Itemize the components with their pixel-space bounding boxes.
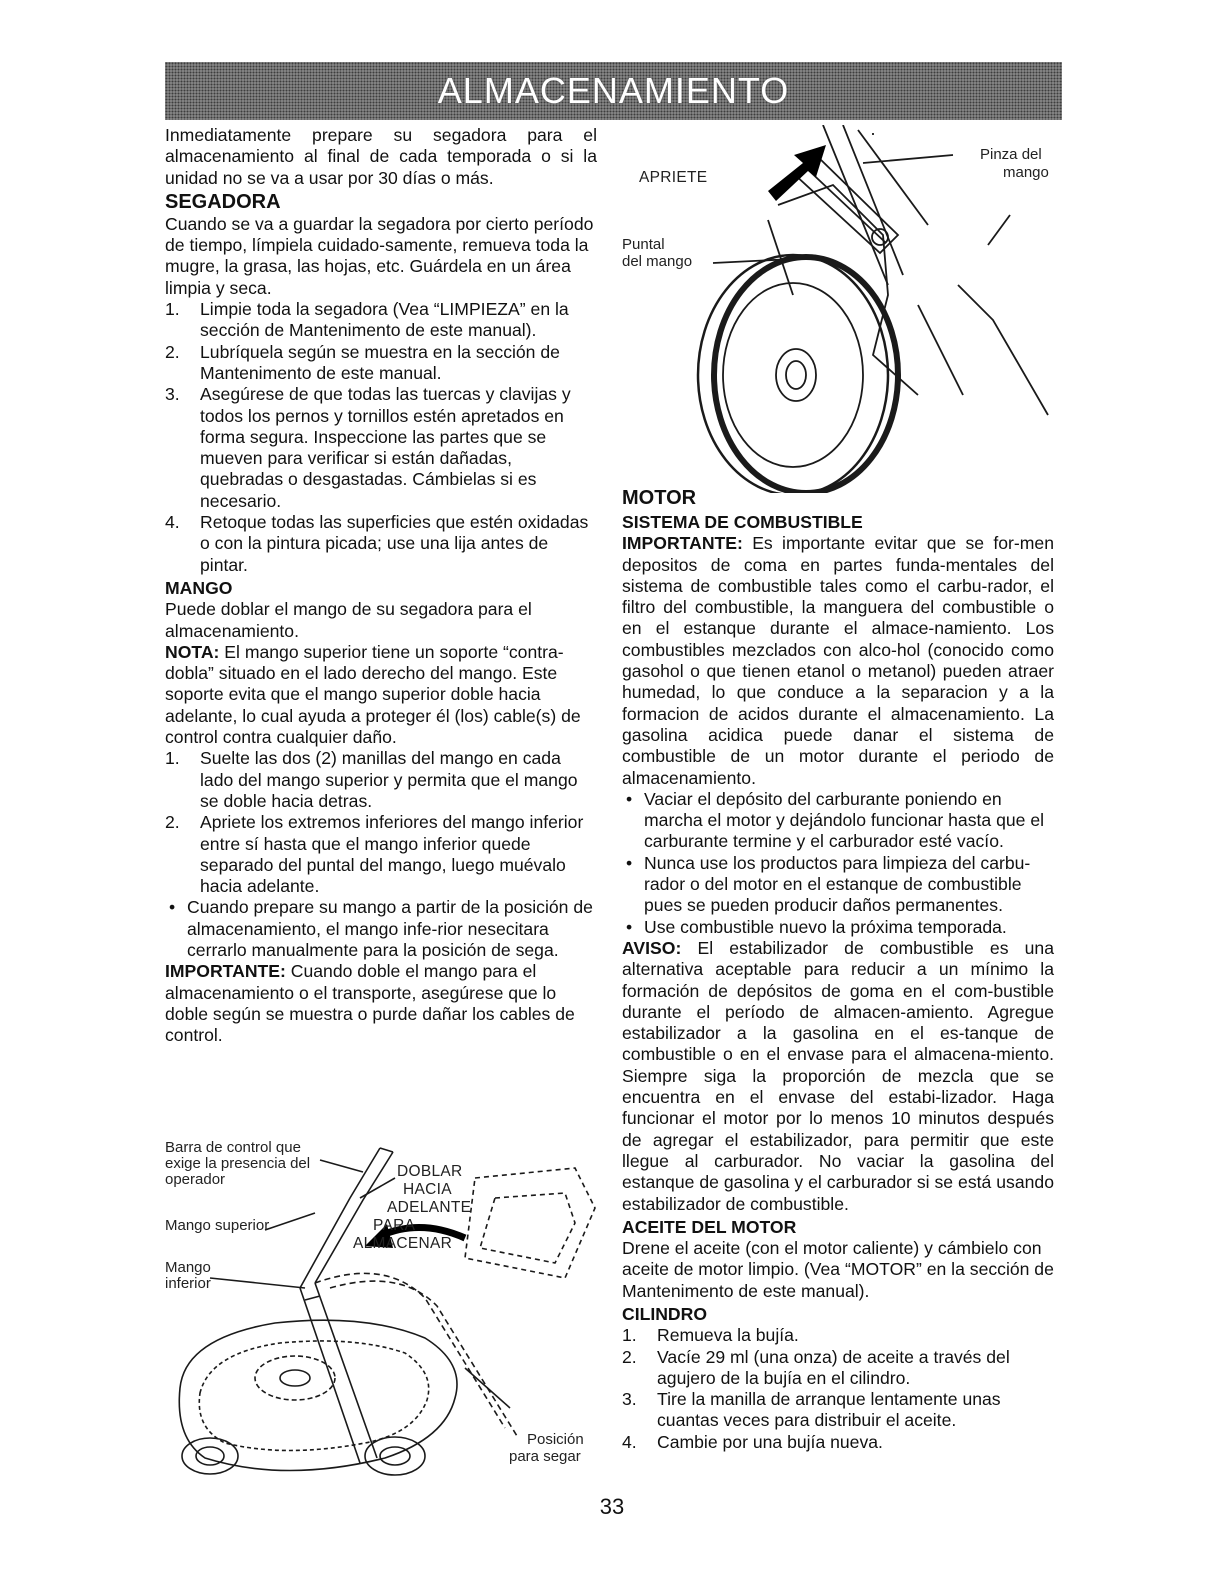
bullet-mark: • [169,897,176,918]
step-text: Suelte las dos (2) manillas del mango en cada lado del mango superior y permita que el mango se doble hacia detras. [200,748,578,811]
nota-label: NOTA: [165,641,220,662]
combustible-bullets [622,789,1054,938]
heading-mango: MANGO [165,577,233,598]
label-apriete: APRIETE [639,169,708,186]
label-pinza-2: mango [1003,164,1049,181]
list-item [622,1325,1054,1346]
label-puntal-1: Puntal [622,236,665,253]
aceite-paragraph: Drene el aceite (con el motor caliente) y cámbielo con aceite de motor limpio. (Vea “MOTOR” en la sección de Mantenimento de este manual). [622,1238,1054,1301]
segadora-steps [165,299,597,576]
list-item [165,897,597,961]
list-item [165,342,597,385]
step-number: 1. [165,748,180,769]
list-item [165,299,597,342]
label-barra-control-3: operador [165,1171,226,1188]
label-doblar-4: PARA [373,1217,416,1234]
step-number: 2. [165,341,180,362]
label-mango-superior: Mango superior [165,1217,270,1234]
list-item [622,1389,1054,1432]
section-title: ALMACENAMIENTO [437,70,790,111]
importante-paragraph [165,961,597,1046]
importante-text: Es importante evitar que se for-men depositos de coma en partes funda-mentales del sistema de combustible tales como el carbu-rador, el filtro del combustible, la manguera del combustible o en el estanque durante el almace-namiento. Los combustibles mezclados con alco-hol (conocido como gasohol o que tienen etanol o metanol) pueden atraer humedad, lo que conduce a la separacion y a la formacion de acidos durante el almacenamiento. La gasolina acidica puede danar el sistema de combustible de un motor durante el periodo de almacenamiento. [622,533,1054,788]
bullet-mark: • [626,852,633,873]
step-text: Retoque todas las superficies que estén oxidadas o con la pintura picada; use una lija antes de pintar. [200,512,589,575]
importante-label: IMPORTANTE: [165,961,286,982]
aviso-label: AVISO: [622,937,682,958]
step-text: Vacíe 29 ml (una onza) de aceite a través del agujero de la bujía en el cilindro. [657,1346,1010,1388]
label-mango-inferior-2: inferior [165,1275,211,1292]
importante-label: IMPORTANTE: [622,533,743,554]
step-text: Apriete los extremos inferiores del mango inferior entre sí hasta que el mango inferior quede separado del puntal del mango, luego muévalo hacia adelante. [200,812,584,897]
bullet-mark: • [626,788,633,809]
heading-sistema-combustible: SISTEMA DE COMBUSTIBLE [622,512,863,532]
mango-bullets [165,897,597,961]
label-barra-control-2: exige la presencia del [165,1155,311,1172]
label-doblar-5: ALMACENAR [353,1235,453,1252]
step-number: 3. [622,1389,637,1410]
bullet-text: Cuando prepare su mango a partir de la posición de almacenamiento, el mango infe-rior nesecitara cerrarlo manualmente para la posición de sega. [187,897,593,960]
list-item [622,1432,1054,1453]
step-number: 2. [622,1346,637,1367]
nota-paragraph [165,642,597,748]
cilindro-steps [622,1325,1054,1453]
page-number: 33 [599,1494,625,1519]
intro-paragraph: Inmediatamente prepare su segadora para el almacenamiento al final de cada temporada o si la unidad no se va a usar por 30 días o más. [165,125,597,188]
importante-text: Cuando doble el mango para el almacenamiento o el transporte, asegúrese que lo doble según se muestra o purde dañar los cables de control. [165,961,575,1046]
label-pinza-1: Pinza del [980,146,1042,163]
figure-handle-clamp [618,125,1058,493]
heading-cilindro: CILINDRO [622,1303,708,1324]
list-item [622,1347,1054,1390]
mango-paragraph: Puede doblar el mango de su segadora para el almacenamiento. [165,599,532,641]
label-posicion-2: para segar [509,1448,581,1465]
mango-steps [165,748,597,897]
step-number: 4. [165,512,180,533]
heading-motor: MOTOR [622,487,697,509]
section-banner [165,62,1062,120]
step-text: Tire la manilla de arranque lentamente unas cuantas veces para distribuir el aceite. [657,1389,1001,1431]
heading-aceite-motor: ACEITE DEL MOTOR [622,1216,797,1237]
bullet-text: Vaciar el depósito del carburante poniendo en marcha el motor y dejándolo funcionar hasta que el carburante termine y el carburador esté vacío. [644,788,1045,852]
list-item [622,917,1054,938]
combustible-importante-paragraph [622,533,1054,789]
heading-segadora: SEGADORA [165,190,281,213]
label-doblar-1: DOBLAR [397,1163,463,1180]
label-posicion-1: Posición [527,1431,584,1448]
step-text: Lubríquela según se muestra en la sección de Mantenimento de este manual. [200,341,560,383]
step-number: 1. [622,1325,637,1346]
list-item [622,789,1054,853]
right-column [622,485,1054,1453]
list-item [165,748,597,812]
bullet-text: Use combustible nuevo la próxima temporada. [644,916,1007,937]
label-mango-inferior-1: Mango [165,1259,211,1276]
step-text: Asegúrese de que todas las tuercas y clavijas y todos los pernos y tornillos estén apretados en forma segura. Inspeccione las partes que se mueven para verificar si están dañadas, quebradas o desgastadas. Cámbielas si es necesario. [200,384,571,511]
left-column [165,125,597,1046]
step-number: 3. [165,384,180,405]
list-item [165,512,597,576]
step-text: Remueva la bujía. [657,1325,799,1346]
step-number: 1. [165,299,180,320]
label-doblar-3: ADELANTE [387,1199,472,1216]
list-item [165,812,597,897]
nota-text: El mango superior tiene un soporte “contra-dobla” situado en el lado derecho del mango. Este soporte evita que el mango superior doble hacia adelante, lo cual ayuda a proteger él (los) cable(s) de control contra cualquier daño. [165,641,581,748]
step-text: Cambie por una bujía nueva. [657,1431,883,1452]
aviso-text: El estabilizador de combustible es una alternativa aceptable para reducir a un mínimo la formación de depósitos de goma en el com-bustible durante el período de almacen-amiento. Agregue estabilizador a la gasolina en el es-tanque de combustible o en el envase para el almacena-miento. Siempre siga la proporción de mezcla que se encuentra en el envase del estabi-lizador. Haga funcionar el motor por lo menos 10 minutos después de agregar el estabilizador, para permitir que este llegue al carburador. No vaciar la gasolina del estanque de gasolina y el carburador si se está usando estabilizador de combustible. [622,937,1054,1214]
label-doblar-2: HACIA [403,1181,452,1198]
bullet-mark: • [626,916,633,937]
list-item [622,853,1054,917]
aviso-paragraph [622,938,1054,1215]
step-number: 4. [622,1431,637,1452]
bullet-text: Nunca use los productos para limpieza del carbu-rador o del motor en el estanque de combustible pues se pueden producir daños permanentes. [644,852,1031,916]
figure-folding-handle [165,1138,605,1483]
step-text: Limpie toda la segadora (Vea “LIMPIEZA” en la sección de Mantenimento de este manual). [200,299,569,341]
label-puntal-2: del mango [622,253,693,270]
step-number: 2. [165,812,180,833]
label-barra-control-1: Barra de control que [165,1139,301,1156]
list-item [165,384,597,512]
segadora-paragraph: Cuando se va a guardar la segadora por cierto período de tiempo, límpiela cuidado-samente, remueva toda la mugre, la grasa, las hojas, etc. Guárdela en un área limpia y seca. [165,213,594,298]
